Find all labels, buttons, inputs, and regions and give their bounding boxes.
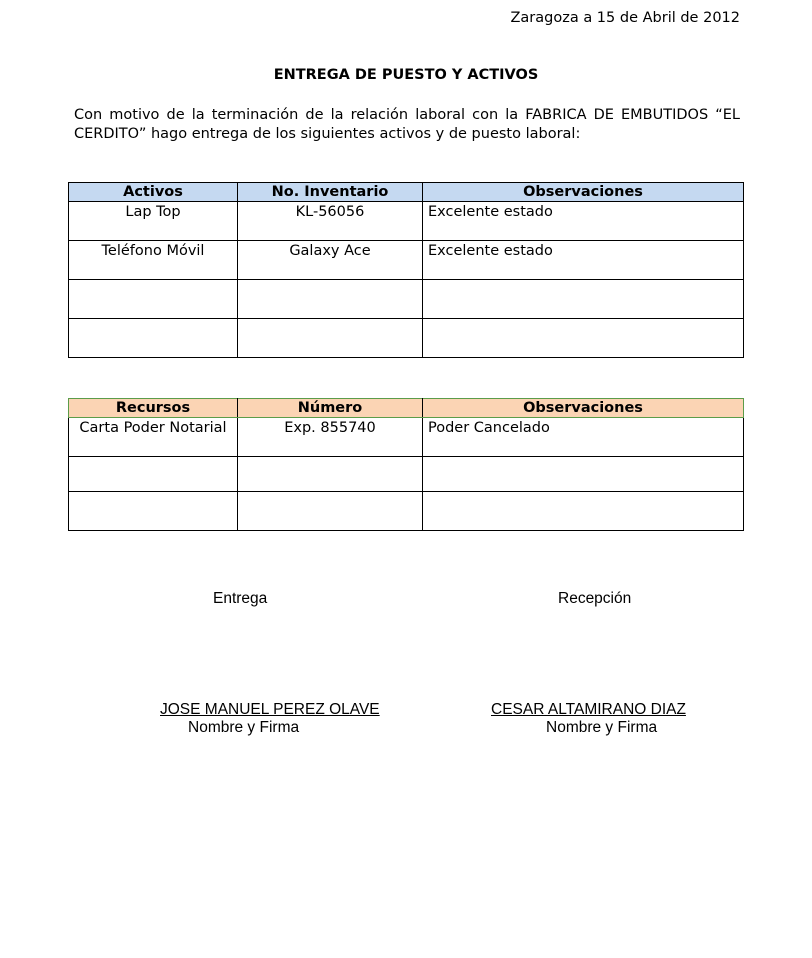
table-cell xyxy=(238,492,423,531)
table-row xyxy=(69,492,744,531)
table-cell xyxy=(69,457,238,492)
table-header-row xyxy=(69,183,744,202)
table-cell: Exp. 855740 xyxy=(238,418,423,457)
column-header-recursos: Recursos xyxy=(69,399,238,418)
table-row xyxy=(69,418,744,457)
table-row xyxy=(69,319,744,358)
table-cell: Excelente estado xyxy=(423,241,744,280)
table-header-row xyxy=(69,399,744,418)
column-header-observaciones: Observaciones xyxy=(423,399,744,418)
column-header-numero: Número xyxy=(238,399,423,418)
column-header-activos: Activos xyxy=(69,183,238,202)
table-cell xyxy=(238,280,423,319)
intro-paragraph: Con motivo de la terminación de la relación laboral con la FABRICA DE EMBUTIDOS “EL CERDITO” hago entrega de los siguientes activos y de puesto laboral: xyxy=(74,107,740,142)
entrega-signature-caption: Nombre y Firma xyxy=(188,719,300,736)
table-cell xyxy=(69,492,238,531)
entrega-signer-name: JOSE MANUEL PEREZ OLAVE xyxy=(160,701,380,718)
table-cell: Teléfono Móvil xyxy=(69,241,238,280)
column-header-inventario: No. Inventario xyxy=(238,183,423,202)
table-cell: Carta Poder Notarial xyxy=(69,418,238,457)
table-cell: Excelente estado xyxy=(423,202,744,241)
recepcion-signer-name: CESAR ALTAMIRANO DIAZ xyxy=(491,701,686,718)
table-cell xyxy=(423,492,744,531)
table-row xyxy=(69,202,744,241)
table-cell xyxy=(238,319,423,358)
table-row xyxy=(69,241,744,280)
table-cell xyxy=(423,457,744,492)
activos-table xyxy=(68,182,744,358)
entrega-label: Entrega xyxy=(213,590,268,607)
document-title: ENTREGA DE PUESTO Y ACTIVOS xyxy=(273,67,539,83)
recepcion-signature-caption: Nombre y Firma xyxy=(546,719,658,736)
table-cell: Poder Cancelado xyxy=(423,418,744,457)
table-cell xyxy=(423,280,744,319)
table-row xyxy=(69,280,744,319)
table-cell: Lap Top xyxy=(69,202,238,241)
table-cell xyxy=(69,319,238,358)
table-cell: Galaxy Ace xyxy=(238,241,423,280)
table-cell xyxy=(69,280,238,319)
table-row xyxy=(69,457,744,492)
recepcion-label: Recepción xyxy=(558,590,632,607)
recursos-table xyxy=(68,398,744,531)
table-cell xyxy=(423,319,744,358)
table-cell xyxy=(238,457,423,492)
table-cell: KL-56056 xyxy=(238,202,423,241)
document-date: Zaragoza a 15 de Abril de 2012 xyxy=(510,10,740,26)
column-header-observaciones: Observaciones xyxy=(423,183,744,202)
